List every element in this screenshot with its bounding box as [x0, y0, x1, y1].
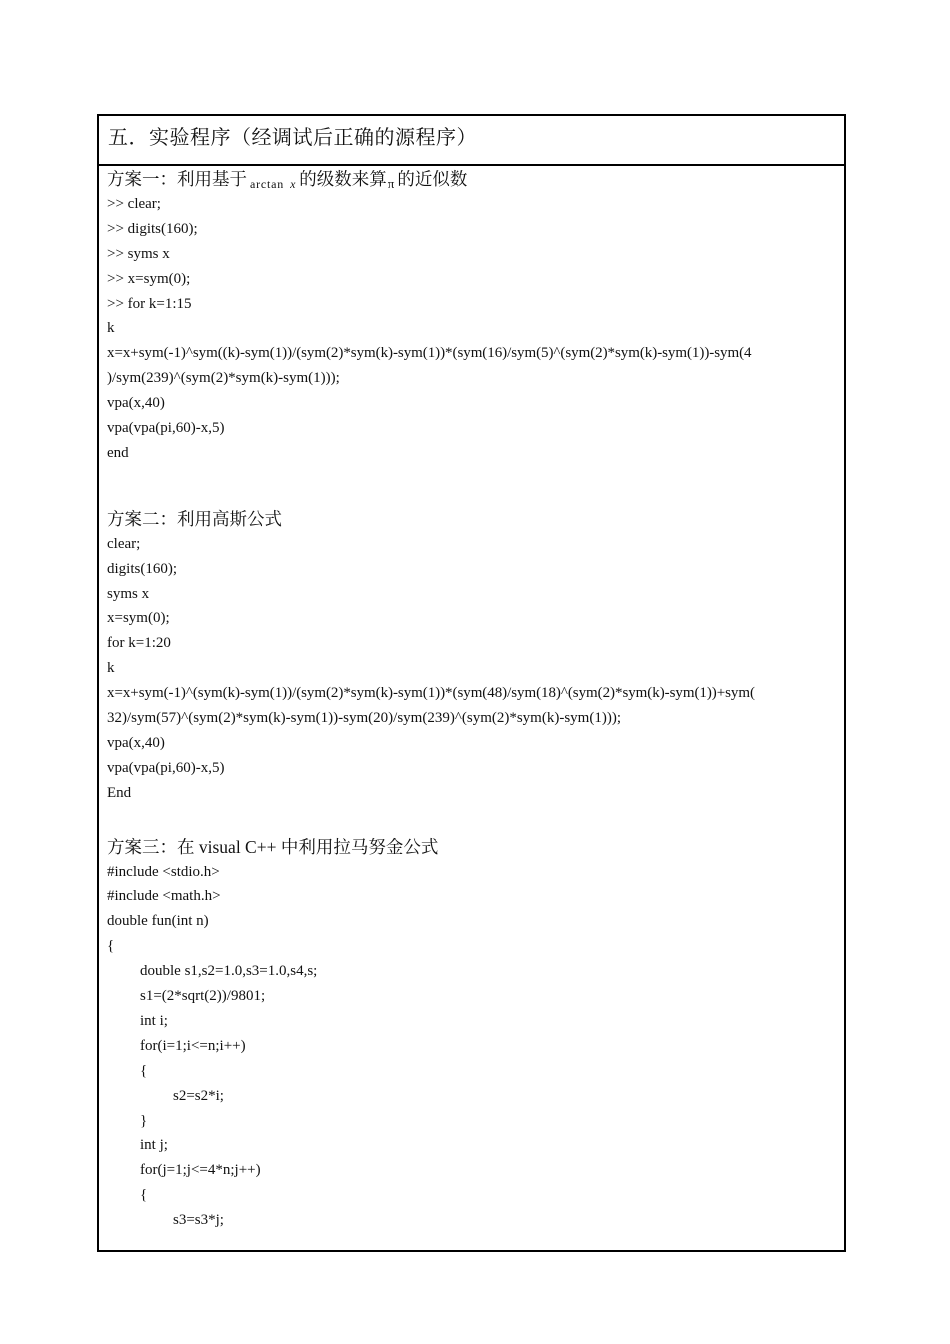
code-line: {: [140, 1187, 148, 1204]
code-line: double s1,s2=1.0,s3=1.0,s4,s;: [140, 963, 318, 980]
code-line: {: [140, 1062, 148, 1079]
code-line: >> for k=1:15: [107, 295, 192, 312]
code-line: s2=s2*i;: [173, 1087, 224, 1104]
code-line: syms x: [107, 585, 150, 602]
code-line: for(j=1;j<=4*n;j++): [140, 1162, 261, 1179]
plan1-heading-mid: 的级数来算: [299, 169, 387, 189]
code-line: digits(160);: [107, 560, 177, 577]
code-line: k: [107, 660, 115, 677]
experiment-program-box: [97, 114, 846, 1252]
arctan-fn: arctan: [250, 177, 285, 191]
content-area: [99, 166, 844, 1233]
plan3-heading: 方案三：在 visual C++ 中利用拉马努金公式: [107, 836, 439, 857]
code-line: #include <stdio.h>: [107, 863, 220, 880]
code-line: end: [107, 444, 129, 461]
code-line: k: [107, 320, 115, 337]
code-line: x=x+sym(-1)^sym((k)-sym(1))/(sym(2)*sym(k)-sym(1))*(sym(16)/sym(5)^(sym(2)*sym(k)-sym(1))-sym(4: [107, 345, 752, 362]
plan1-heading-pre: 方案一：利用基于: [107, 169, 247, 189]
code-line: x=x+sym(-1)^(sym(k)-sym(1))/(sym(2)*sym(k)-sym(1))*(sym(48)/sym(18)^(sym(2)*sym(k)-sym(1))+sym(: [107, 685, 755, 702]
code-line: s3=s3*j;: [173, 1212, 224, 1229]
arctan-formula: [250, 177, 296, 191]
code-line: clear;: [107, 535, 141, 552]
code-line: {: [107, 938, 115, 955]
code-line: vpa(vpa(pi,60)-x,5): [107, 759, 225, 776]
code-line: int j;: [140, 1137, 168, 1154]
code-line: >> digits(160);: [107, 220, 198, 237]
plan1-heading-post: 的近似数: [397, 169, 468, 189]
plan1-heading: [107, 166, 844, 192]
code-line: 32)/sym(57)^(sym(2)*sym(k)-sym(1))-sym(20)/sym(239)^(sym(2)*sym(k)-sym(1)));: [107, 710, 621, 727]
code-line: >> syms x: [107, 245, 170, 262]
code-line: >> x=sym(0);: [107, 270, 191, 287]
code-line: x=sym(0);: [107, 610, 170, 627]
spacer: [107, 466, 844, 506]
section-title: 五．实验程序（经调试后正确的源程序）: [99, 116, 844, 166]
code-line: vpa(x,40): [107, 734, 165, 751]
code-line: #include <math.h>: [107, 888, 221, 905]
plan2-heading: 方案二：利用高斯公式: [107, 508, 282, 529]
code-line: )/sym(239)^(sym(2)*sym(k)-sym(1)));: [107, 370, 340, 387]
spacer: [107, 806, 844, 834]
code-line: >> clear;: [107, 196, 161, 212]
arctan-var: x: [290, 177, 297, 191]
code-line: vpa(vpa(pi,60)-x,5): [107, 420, 225, 437]
code-line: }: [140, 1112, 148, 1129]
code-line: vpa(x,40): [107, 395, 165, 412]
pi-symbol: π: [387, 176, 395, 191]
code-line: for(i=1;i<=n;i++): [140, 1037, 246, 1054]
code-line: End: [107, 784, 132, 801]
code-line: double fun(int n): [107, 913, 209, 930]
code-line: int i;: [140, 1012, 168, 1029]
code-line: s1=(2*sqrt(2))/9801;: [140, 988, 266, 1005]
code-line: for k=1:20: [107, 635, 171, 652]
